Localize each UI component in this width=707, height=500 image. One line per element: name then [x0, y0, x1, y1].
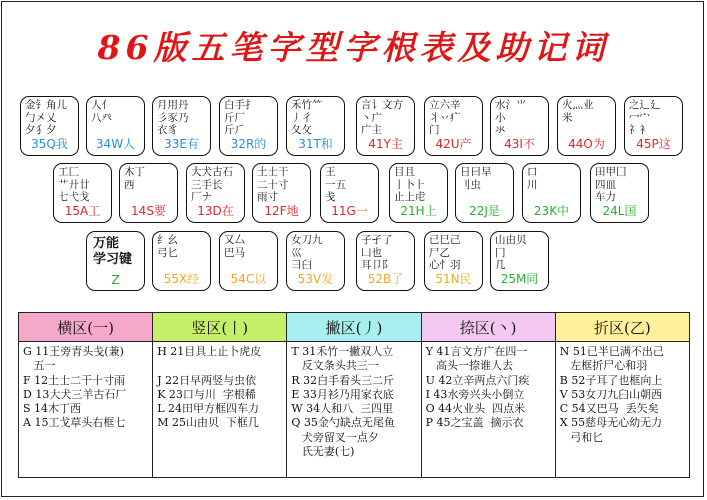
key-p [624, 96, 683, 156]
key-code: 52B了 [367, 272, 404, 286]
key-roots: 目且 丨卜⺊ 止上虍 [394, 166, 426, 203]
key-roots: 火灬业 米 [562, 99, 594, 124]
key-code: 21H上 [400, 204, 437, 218]
key-roots: 纟幺 弓匕 [157, 234, 178, 259]
key-code: 14S要 [131, 204, 166, 218]
key-roots: 工匚 艹廾廿 七弋戈 [58, 166, 90, 203]
mnemonic-left-falling: T 31禾竹一撇双人立 反文条头共三一 R 32白手看头三二斤 E 33月衫乃用家衣底 W 34人和八 三四里 Q 35金勺缺点无尾鱼 犬旁留叉一点夕 氏无妻(七) [287, 342, 421, 478]
key-roots: 水氵⺌ 小 氺 [495, 99, 527, 136]
key-j [455, 163, 514, 223]
key-roots: 大犬古石 三手长 厂ナ [191, 166, 233, 203]
key-roots: 禾竹⺮ 丿彳 夂攵 [291, 99, 323, 136]
key-code: 23K中 [533, 204, 570, 218]
key-code: 22J是 [469, 204, 500, 218]
key-t [286, 96, 345, 156]
key-roots: 金钅角儿 勹㐅乂 夕犭夕 [25, 99, 67, 136]
key-q [20, 96, 79, 156]
reference-table [18, 312, 690, 478]
key-a [53, 163, 112, 223]
key-m [490, 231, 549, 291]
key-f [252, 163, 311, 223]
mnemonic-horizontal: G 11王旁青头戋(兼) 五一 F 12土士二干十寸雨 D 13大犬三羊古石厂 S 14木丁西 A 15工戈草头右框七 [19, 342, 153, 478]
key-d [186, 163, 245, 223]
key-code: 12F地 [264, 204, 299, 218]
key-roots: 王 一五 戋 [325, 166, 346, 203]
key-code: 31T和 [298, 137, 333, 151]
header-horizontal: 横区(一) [19, 313, 153, 342]
key-roots: 山由贝 冂 几 [495, 234, 527, 271]
key-code: 32R的 [230, 137, 267, 151]
key-h [389, 163, 448, 223]
key-code: 11G一 [331, 204, 368, 218]
key-code: 25M同 [500, 272, 539, 286]
header-vertical: 竖区(丨) [153, 313, 287, 342]
key-o [557, 96, 616, 156]
key-c [219, 231, 278, 291]
key-l [590, 163, 649, 223]
page-title: 86版五笔字型字根表及助记词 [97, 28, 610, 67]
key-roots: 人亻 八癶 [91, 99, 112, 124]
key-code: 34W人 [95, 137, 136, 151]
key-roots: 万能 学习键 [93, 236, 133, 267]
key-w [86, 96, 145, 156]
key-code: 51N民 [435, 272, 472, 286]
key-code: 24L国 [602, 204, 637, 218]
key-roots: 土士干 二十寸 雨寸 [257, 166, 289, 203]
header-left-falling: 撇区(丿) [287, 313, 421, 342]
key-e [152, 96, 211, 156]
mnemonic-vertical: H 21目具上止卜虎皮 J 22日早两竖与虫依 K 23口与川 字根稀 L 24田甲方框四车力 M 25山由贝 下框几 [153, 342, 287, 478]
key-y [356, 96, 415, 156]
key-g [320, 163, 379, 223]
key-roots: 月用丹 彡豕乃 衣豸 [157, 99, 189, 136]
key-code: 53V发 [297, 272, 334, 286]
key-b [356, 231, 415, 291]
key-v [286, 231, 345, 291]
key-code: 54C以 [230, 272, 267, 286]
key-n [424, 231, 483, 291]
key-roots: 之辶廴 冖宀 礻衤 [629, 99, 661, 136]
key-roots: 口 川 [527, 166, 538, 191]
key-i [490, 96, 549, 156]
key-x [152, 231, 211, 291]
header-right-falling: 捺区(丶) [421, 313, 555, 342]
key-roots: 白手扌 斤厂 斤⺁ [224, 99, 256, 136]
key-code: 15A工 [64, 204, 101, 218]
key-roots: 日曰早 刂虫 [460, 166, 492, 191]
mnemonic-turning: N 51已半巳满不出己 左框折尸心和羽 B 52子耳了也框向上 V 53女刀九臼山朝西 C 54又巴马 丢矢矣 X 55慈母无心幼无力 弓和匕 [555, 342, 689, 478]
key-k [522, 163, 581, 223]
key-code: 45P这 [636, 137, 671, 151]
key-roots: 已巳己 尸乙 心忄羽 [429, 234, 461, 271]
key-roots: 言讠文方 丶广 广主 [361, 99, 403, 136]
mnemonic-right-falling: Y 41言文方广在四一 高头一捺谁人去 U 42立辛两点六门疾 I 43水旁兴头小倒立 O 44火业头 四点米 P 45之宝盖 摘示衣 [421, 342, 555, 478]
key-roots: 子孑了 凵也 耳卩阝 [361, 234, 393, 271]
key-roots: 木丁 西 [124, 166, 145, 191]
key-z [86, 231, 145, 291]
key-roots: 立六辛 丬丷疒 门 [429, 99, 461, 136]
key-code: Z [111, 273, 120, 287]
key-code: 41Y主 [368, 137, 403, 151]
header-turning: 折区(乙) [555, 313, 689, 342]
key-s [119, 163, 178, 223]
key-code: 35Q我 [31, 137, 68, 151]
key-code: 44O为 [568, 137, 605, 151]
key-roots: 又厶 巴马 [224, 234, 245, 259]
key-code: 42U产 [435, 137, 472, 151]
key-code: 55X经 [163, 272, 200, 286]
key-code: 33E有 [164, 137, 199, 151]
key-u [424, 96, 483, 156]
key-r [219, 96, 278, 156]
key-code: 13D在 [197, 204, 234, 218]
key-roots: 田甲囗 四皿 车力 [595, 166, 627, 203]
key-roots: 女刀九 巛 彐臼 [291, 234, 323, 271]
key-code: 43I不 [504, 137, 535, 151]
